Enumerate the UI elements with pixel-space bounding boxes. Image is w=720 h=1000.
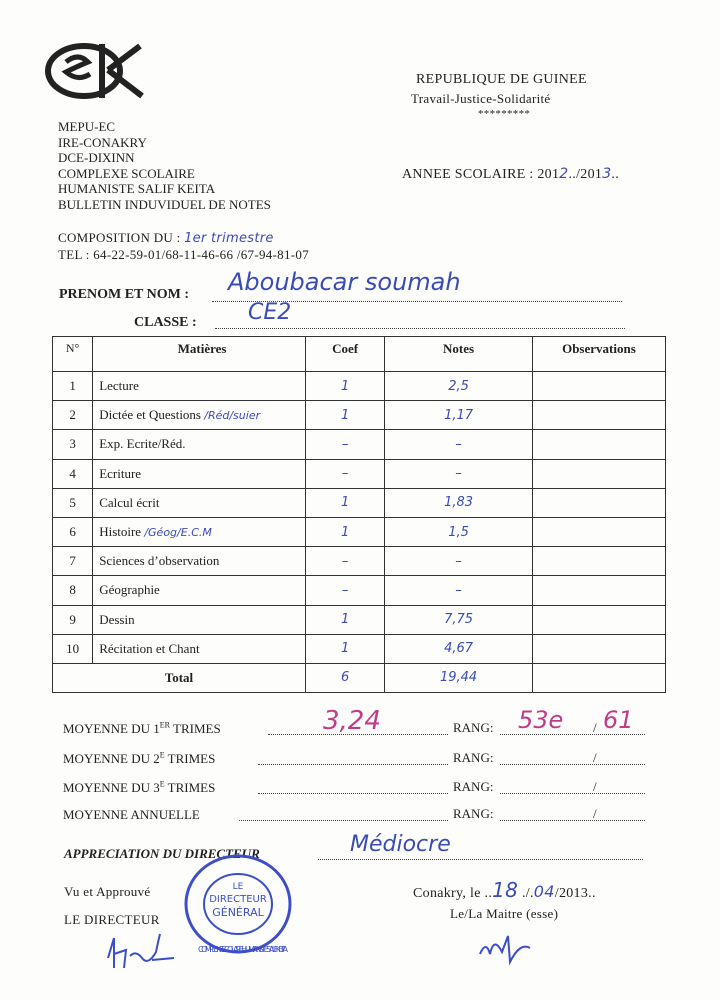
moyenne-label-pre: MOYENNE DU 3 [63,780,160,795]
prenom-label: PRENOM ET NOM : [59,287,190,302]
appreciation-dots [318,859,643,860]
appreciation-value: Médiocre [350,832,451,857]
matiere-extra: /Géog/E.C.M [144,526,212,540]
rang-slash: / [593,750,597,765]
row-no: 2 [53,401,93,430]
row-matiere [93,372,306,401]
row-coef: – [305,576,384,605]
row-observation [532,372,665,401]
row-matiere [93,517,306,546]
stamp-text: DIRECTEUR [209,894,267,905]
row-matiere [93,430,306,459]
rang-value: 53e [518,706,564,734]
row-observation [532,576,665,605]
annee-scolaire [402,166,619,183]
row-no: 1 [53,372,93,401]
composition-label: COMPOSITION DU : [58,230,181,245]
composition-value: 1er trimestre [184,231,274,246]
table-row [53,576,666,605]
date-dots: .. [484,886,493,901]
rang-label: RANG: [453,750,494,765]
col-header-coef: Coef [305,337,384,372]
moyenne-label [63,780,215,795]
stamp-text: GÉNÉRAL [212,906,264,919]
moyenne-label-post: TRIMES [164,751,216,766]
table-row [53,547,666,576]
matiere-label: Dessin [99,611,135,627]
row-coef: 1 [305,488,384,517]
moyenne-label-sup: E [159,779,165,789]
prenom-value: Aboubacar soumah [228,268,461,296]
matiere-label: Dictée et Questions [99,407,201,423]
row-coef: 1 [305,634,384,663]
row-note: – [385,576,533,605]
moyenne-label-pre: MOYENNE ANNUELLE [63,807,200,822]
rang-slash: / [593,720,597,735]
col-header-notes: Notes [385,337,533,372]
moyenne-label-sup: E [159,750,165,760]
republic-title: REPUBLIQUE DE GUINEE [416,72,587,87]
row-matiere [93,634,306,663]
date-day: 18 [492,878,519,902]
moyenne-value: 3,24 [323,706,381,736]
matiere-label: Histoire [99,524,142,540]
moyenne-line-3 [63,779,683,799]
moyenne-dots [258,764,448,765]
moyenne-label [63,721,221,736]
row-note: 2,5 [385,372,533,401]
annee-year-1: 2 [559,166,569,182]
date-line [413,878,596,902]
row-matiere [93,401,306,430]
stamp-text: LE [232,882,244,892]
row-coef: 1 [305,605,384,634]
le-directeur: LE DIRECTEUR [64,912,160,927]
composition-line [58,230,274,246]
row-coef: 1 [305,517,384,546]
republic-motto: Travail-Justice-Solidarité [411,91,551,106]
rang-sur: 61 [603,706,634,734]
rang-slash: / [593,806,597,821]
moyenne-label [63,807,200,822]
rang-dots [500,764,645,765]
total-row [53,663,666,692]
row-no: 7 [53,547,93,576]
row-observation [532,488,665,517]
rang-slash: / [593,779,597,794]
total-label: Total [53,663,306,692]
row-observation [532,401,665,430]
telephone: TEL : 64-22-59-01/68-11-46-66 /67-94-81-07 [58,247,310,262]
header-line: BULLETIN INDUVIDUEL DE NOTES [58,196,271,212]
row-coef: – [305,547,384,576]
director-signature [100,928,180,974]
row-no: 3 [53,430,93,459]
row-matiere [93,488,306,517]
matiere-label: Sciences d’observation [99,553,220,569]
moyenne-dots [258,793,448,794]
moyenne-label-pre: MOYENNE DU 1 [63,721,160,736]
row-no: 5 [53,488,93,517]
matiere-label: Géographie [99,582,160,598]
rang-dots [500,734,645,735]
annee-year-2: 3 [602,166,612,182]
row-no: 6 [53,517,93,546]
rang-label: RANG: [453,779,494,794]
row-note: 1,5 [385,517,533,546]
row-observation [532,517,665,546]
row-observation [532,547,665,576]
row-observation [532,605,665,634]
matiere-label: Récitation et Chant [99,640,200,656]
row-coef: – [305,430,384,459]
school-header [58,119,271,213]
row-coef: 1 [305,401,384,430]
col-header-no: N° [53,337,93,372]
moyenne-label-post: TRIMES [164,780,216,795]
table-row [53,517,666,546]
row-matiere [93,605,306,634]
header-line: MEPU-EC [58,119,116,134]
appreciation-label: APPRECIATION DU DIRECTEUR [64,846,260,861]
row-no: 9 [53,605,93,634]
school-logo [44,40,154,102]
col-header-observations: Observations [532,337,665,372]
row-no: 10 [53,634,93,663]
moyenne-label-sup: ER [159,720,171,730]
lieu-label: Conakry, le [413,886,481,901]
moyenne-line-2 [63,750,683,770]
row-note: – [385,459,533,488]
matiere-label: Ecriture [99,465,142,481]
rang-label: RANG: [453,720,494,735]
table-row [53,605,666,634]
row-coef: 1 [305,372,384,401]
row-note: – [385,547,533,576]
date-end: .. [588,886,596,901]
date-sep: ./. [518,886,534,901]
annee-sep: ../201 [568,167,603,182]
rang-dots [500,793,645,794]
row-note: 1,83 [385,488,533,517]
row-note: 4,67 [385,634,533,663]
row-note: – [385,430,533,459]
row-no: 4 [53,459,93,488]
teacher-signature [476,926,536,966]
header-line: DCE-DIXINN [58,150,135,166]
moyenne-dots [239,820,448,821]
row-observation [532,430,665,459]
total-observation [532,663,665,692]
school-stamp [180,852,300,957]
matiere-label: Lecture [99,378,139,394]
moyenne-label [63,751,215,766]
classe-label: CLASSE : [134,315,197,330]
moyenne-line-1 [63,706,683,740]
maitre-label: Le/La Maitre (esse) [450,906,559,921]
date-month: 04 [533,882,555,901]
row-coef: – [305,459,384,488]
row-observation [532,634,665,663]
table-row [53,459,666,488]
motto-stars: ********* [478,108,531,120]
matiere-label: Exp. Ecrite/Réd. [99,436,186,452]
header-line: IRE-CONAKRY [58,134,147,150]
rang-dots [500,820,645,821]
row-note: 7,75 [385,605,533,634]
table-row [53,401,666,430]
row-note: 1,17 [385,401,533,430]
total-coef: 6 [305,663,384,692]
stamp-outer-text: COMPLEXE SCOLAIRE HUMANISTE SALIF KEITA [198,945,288,954]
row-no: 8 [53,576,93,605]
annee-end: .. [611,167,620,182]
row-matiere [93,547,306,576]
matiere-extra: /Réd/suier [204,409,261,423]
rang-label: RANG: [453,806,494,821]
header-line: COMPLEXE SCOLAIRE [58,165,195,181]
date-year: /2013 [554,886,589,901]
classe-value: CE2 [248,300,292,325]
annee-label: ANNEE SCOLAIRE : 201 [402,167,560,182]
total-note: 19,44 [385,663,533,692]
row-matiere [93,459,306,488]
table-row [53,430,666,459]
table-row [53,488,666,517]
table-header-row [53,337,666,372]
matiere-label: Calcul écrit [99,494,160,510]
col-header-matieres: Matières [93,337,306,372]
moyenne-label-pre: MOYENNE DU 2 [63,751,160,766]
grades-table [52,336,666,693]
moyenne-line-4 [63,806,683,826]
moyenne-label-post: TRIMES [170,721,221,736]
table-row [53,634,666,663]
row-matiere [93,576,306,605]
row-observation [532,459,665,488]
vu-approuve: Vu et Approuvé [64,884,151,899]
table-row [53,372,666,401]
header-line: HUMANISTE SALIF KEITA [58,181,216,197]
